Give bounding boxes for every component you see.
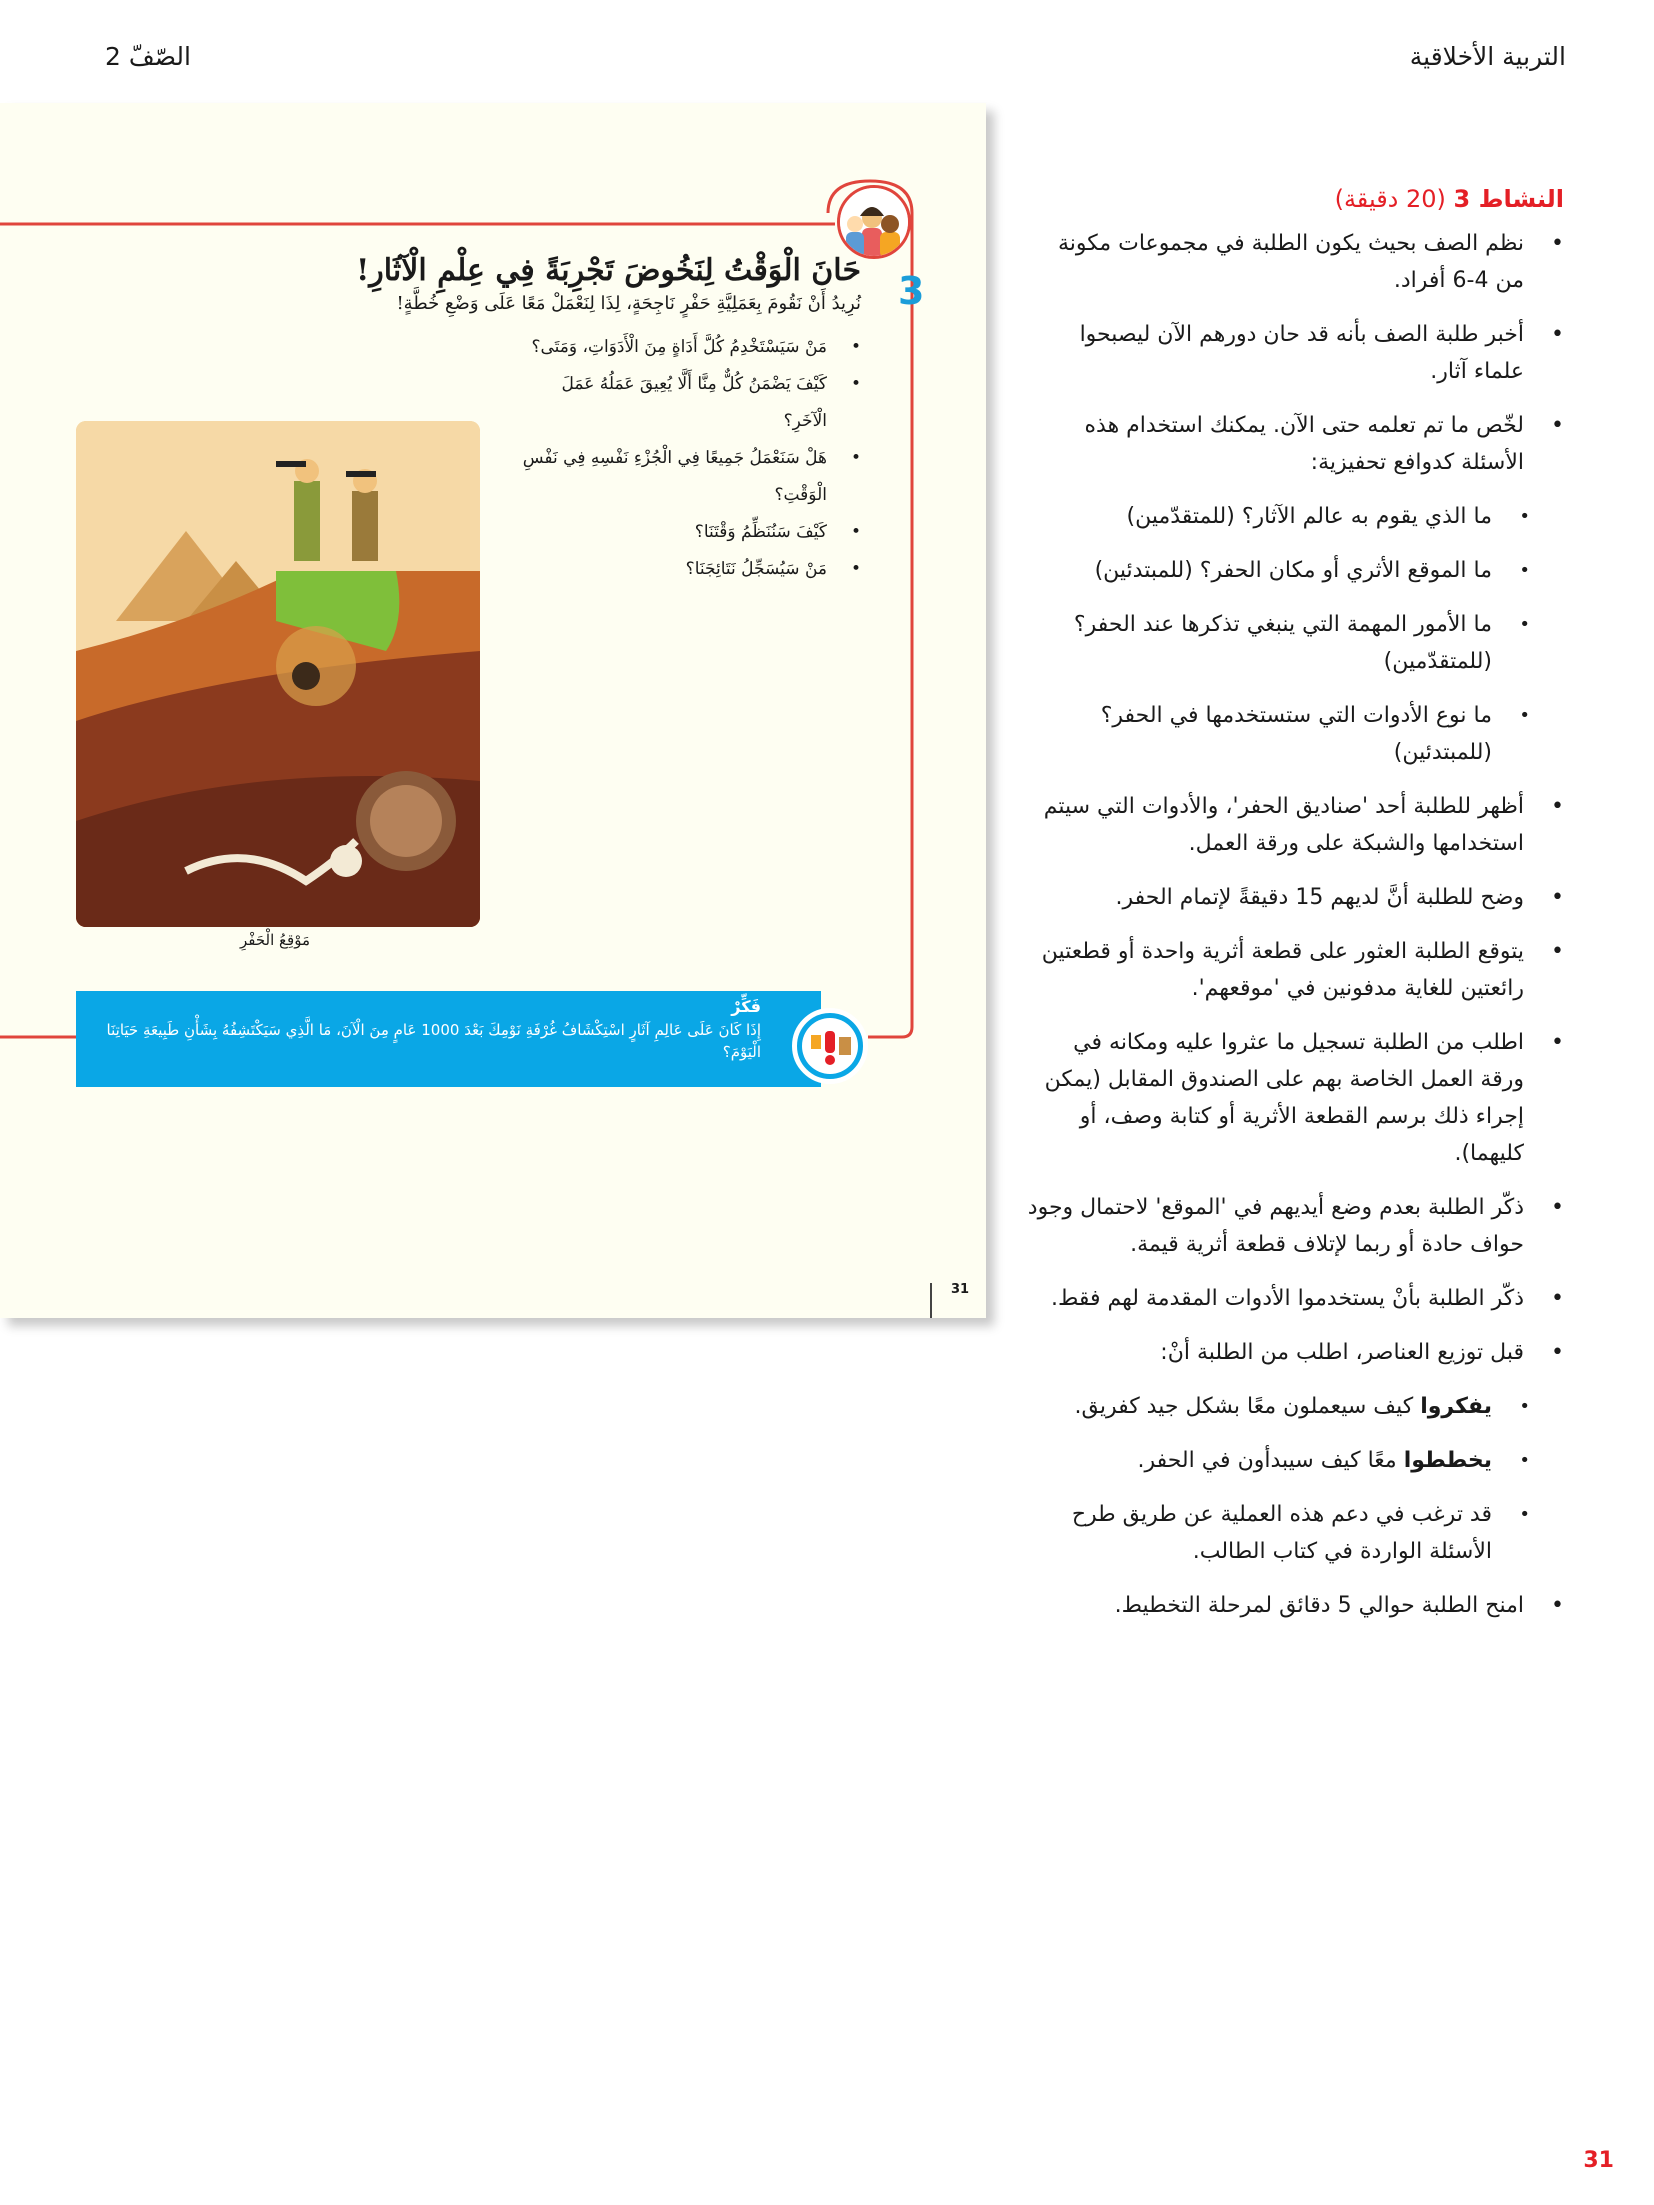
list-item: • هَلْ سَنَعْمَلُ جَمِيعًا فِي الْجُزْءِ نَفْسِهِ فِي نَفْسِ الْوَقْتِ؟ [521, 440, 861, 514]
activity-number: 3 [898, 269, 925, 313]
grade-header: الصّفّ 2 [105, 42, 191, 71]
list-item-text: وضح للطلبة أنَّ لديهم 15 دقيقةً لإتمام الحفر. [1115, 885, 1524, 910]
list-item [1024, 1024, 1564, 1172]
list-item: • كَيْفَ سَنُنَظِّمُ وَقْتَنَا؟ [521, 514, 861, 551]
list-item [1024, 1280, 1564, 1317]
list-item-text: ما الذي يقوم به عالم الآثار؟ (للمتقدّمين) [1126, 504, 1492, 529]
list-item [1024, 498, 1564, 535]
list-item-text: اطلب من الطلبة تسجيل ما عثروا عليه ومكانه في ورقة العمل الخاصة بهم على الصندوق المقابل (يمكن إجراء ذلك برسم القطعة الأثرية أو كتابة وصف، أو كليهما). [1044, 1030, 1524, 1166]
emphasis-text: يخططوا [1403, 1448, 1492, 1473]
list-item: • مَنْ سَيَسْتَخْدِمُ كُلَّ أَدَاةٍ مِنَ الْأَدَوَاتِ، وَمَتَى؟ [521, 329, 861, 366]
list-item [1024, 1442, 1564, 1479]
list-item-text: ما نوع الأدوات التي ستستخدمها في الحفر؟ (للمبتدئين) [1100, 703, 1492, 765]
planning-questions [521, 329, 861, 588]
list-item-text: قد ترغب في دعم هذه العملية عن طريق طرح الأسئلة الواردة في كتاب الطالب. [1071, 1502, 1492, 1564]
page-number: 31 [1583, 2148, 1614, 2173]
think-box-title: فَكِّرْ [731, 997, 761, 1016]
list-item [1024, 1388, 1564, 1425]
image-caption: مَوْقِعُ الْحَفْرِ [240, 931, 310, 949]
list-item-text: لخّص ما تم تعلمه حتى الآن. يمكنك استخدام هذه الأسئلة كدوافع تحفيزية: [1084, 413, 1524, 475]
list-item-text: ما الموقع الأثري أو مكان الحفر؟ (للمبتدئين) [1094, 558, 1492, 583]
notes-list [1024, 225, 1564, 1624]
students-avatar [837, 185, 911, 259]
list-item [1024, 316, 1564, 390]
student-book-page [0, 103, 986, 1318]
list-item-text: امنح الطلبة حوالي 5 دقائق لمرحلة التخطيط. [1114, 1593, 1524, 1618]
list-item-text: قبل توزيع العناصر، اطلب من الطلبة أنْ: [1160, 1340, 1524, 1365]
list-item-text: ذكّر الطلبة بأنْ يستخدموا الأدوات المقدمة لهم فقط. [1050, 1286, 1524, 1311]
page-divider [930, 1283, 932, 1318]
list-item-text: نظم الصف بحيث يكون الطلبة في مجموعات مكونة من 4-6 أفراد. [1057, 231, 1524, 293]
list-item [1024, 1189, 1564, 1263]
activity-label: النشاط 3 [1453, 185, 1564, 213]
list-item-text: ذكّر الطلبة بعدم وضع أيديهم في 'الموقع' لاحتمال وجود حواف حادة أو ربما لإتلاف قطعة أثرية قيمة. [1027, 1195, 1524, 1257]
think-box-text: إِذَا كَانَ عَلَى عَالِمِ آثَارٍ اسْتِكْشَافُ غُرْفَةِ نَوْمِكَ بَعْدَ 1000 عَامٍ مِنَ الْآنَ، مَا الَّذِي سَيَكْتَشِفُهُ بِشَأْنِ طَبِيعَةِ حَيَاتِنَا الْيَوْمَ؟ [106, 1021, 761, 1061]
list-item-text: أظهر للطلبة أحد 'صناديق الحفر'، والأدوات التي سيتم استخدامها والشبكة على ورقة العمل. [1043, 794, 1524, 856]
list-item [1024, 1334, 1564, 1371]
student-book-intro: نُرِيدُ أَنْ نَقُومَ بِعَمَلِيَّةِ حَفْرٍ نَاجِحَةٍ، لِذَا لِنَعْمَلْ مَعًا عَلَى وَضْعِ خُطَّةٍ! [396, 293, 861, 314]
emphasis-text: يفكروا [1420, 1394, 1492, 1419]
list-item [1024, 879, 1564, 916]
list-item-text: يتوقع الطلبة العثور على قطعة أثرية واحدة أو قطعتين رائعتين للغاية مدفونين في 'موقعهم'. [1041, 939, 1524, 1001]
list-item: • كَيْفَ يَضْمَنُ كُلٌّ مِنَّا أَلَّا يُعِيقَ عَمَلُهُ عَمَلَ الْآخَرِ؟ [521, 366, 861, 440]
activity-heading [1024, 185, 1564, 213]
list-item-text: أخبر طلبة الصف بأنه قد حان دورهم الآن ليصبحوا علماء آثار. [1079, 322, 1524, 384]
list-item [1024, 407, 1564, 481]
list-item [1024, 1587, 1564, 1624]
list-item [1024, 1496, 1564, 1570]
list-item [1024, 788, 1564, 862]
excavation-site-illustration [76, 421, 480, 927]
list-item-text: معًا كيف سيبدأون في الحفر. [1137, 1448, 1404, 1473]
teacher-notes [1024, 185, 1564, 1641]
list-item: • مَنْ سَيُسَجِّلُ نَتَائِجَنَا؟ [521, 551, 861, 588]
think-box [76, 991, 821, 1087]
activity-duration: (20 دقيقة) [1334, 185, 1446, 213]
list-item [1024, 933, 1564, 1007]
student-book-title: حَانَ الْوَقْتُ لِنَخُوضَ تَجْرِبَةً فِي عِلْمِ الْآثَارِ! [356, 253, 861, 288]
lightbulb-think-icon [792, 1008, 868, 1084]
list-item-text: كيف سيعملون معًا بشكل جيد كفريق. [1074, 1394, 1421, 1419]
list-item [1024, 697, 1564, 771]
list-item [1024, 552, 1564, 589]
list-item [1024, 225, 1564, 299]
list-item [1024, 606, 1564, 680]
subject-header: التربية الأخلاقية [1409, 42, 1566, 71]
list-item-text: ما الأمور المهمة التي ينبغي تذكرها عند الحفر؟ (للمتقدّمين) [1073, 612, 1492, 674]
book-page-number: 31 [951, 1282, 970, 1297]
